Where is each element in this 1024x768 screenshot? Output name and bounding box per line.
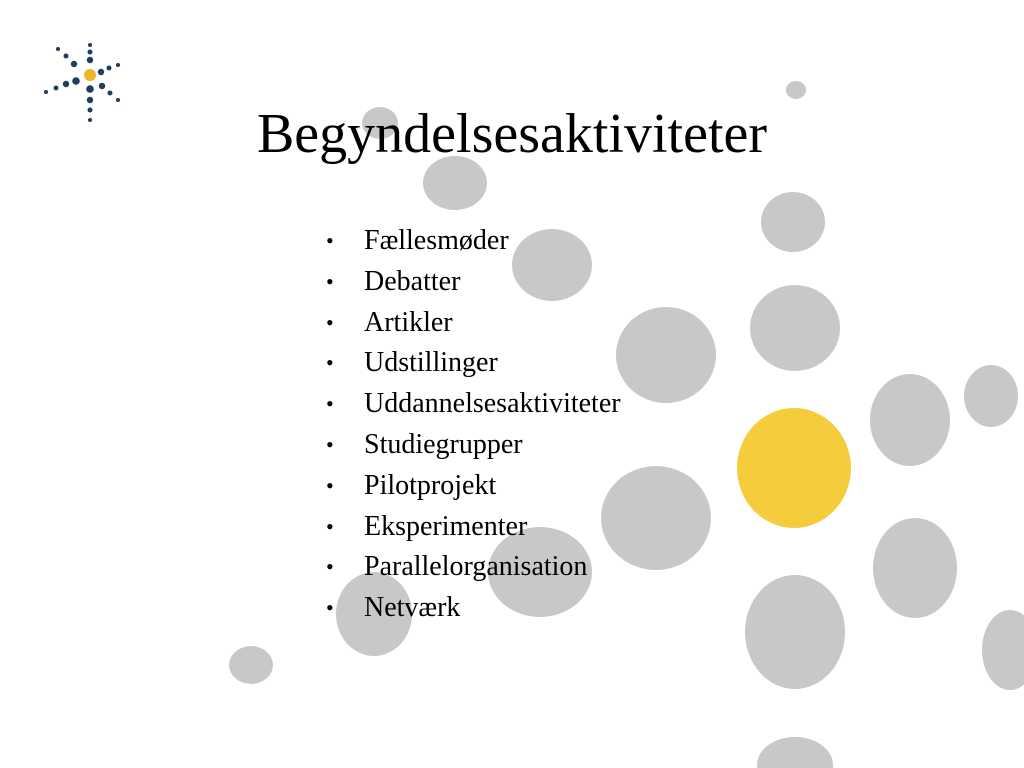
bullet-icon: •: [326, 309, 334, 335]
decor-circle: [786, 81, 806, 99]
decor-circle: [964, 365, 1018, 427]
list-item: [322, 547, 621, 588]
list-item: [322, 262, 621, 303]
bullet-icon: •: [326, 595, 334, 621]
list-item-text: Netværk: [364, 592, 461, 624]
list-item-text: Debatter: [364, 265, 461, 297]
list-item-text: Parallelorganisation: [364, 551, 588, 583]
decor-circle: [616, 307, 716, 403]
slide-title: Begyndelsesaktiviteter: [256, 103, 768, 165]
list-item: [322, 425, 621, 466]
bullet-icon: •: [326, 391, 334, 417]
list-item-text: Eksperimenter: [364, 510, 528, 542]
list-item: [322, 588, 621, 629]
decor-circle: [873, 518, 957, 618]
list-item-text: Artikler: [364, 306, 453, 338]
decor-circle: [745, 575, 845, 689]
bullet-icon: •: [326, 431, 334, 457]
list-item: [322, 303, 621, 344]
decor-circle: [870, 374, 950, 466]
bullet-icon: •: [326, 513, 334, 539]
list-item: [322, 384, 621, 425]
list-item-text: Fællesmøder: [364, 225, 509, 256]
list-item: [322, 343, 621, 384]
bullet-icon: •: [326, 554, 334, 580]
bullet-list: [322, 221, 621, 629]
list-item-text: Uddannelsesaktiviteter: [364, 388, 621, 420]
bullet-icon: •: [326, 350, 334, 376]
decor-circle: [229, 646, 273, 684]
list-item: [322, 221, 621, 262]
bullet-icon: •: [326, 228, 334, 253]
list-item-text: Pilotprojekt: [364, 469, 497, 501]
decor-circle: [750, 285, 840, 371]
decor-circle-yellow: [737, 408, 851, 528]
list-item: [322, 466, 621, 507]
decor-circle: [982, 610, 1024, 690]
list-item: [322, 507, 621, 548]
list-item-text: Udstillinger: [364, 347, 498, 379]
decor-circle: [761, 192, 825, 252]
bullet-icon: •: [326, 268, 334, 294]
bullet-icon: •: [326, 472, 334, 498]
list-item-text: Studiegrupper: [364, 428, 523, 460]
decor-circle: [757, 737, 833, 768]
